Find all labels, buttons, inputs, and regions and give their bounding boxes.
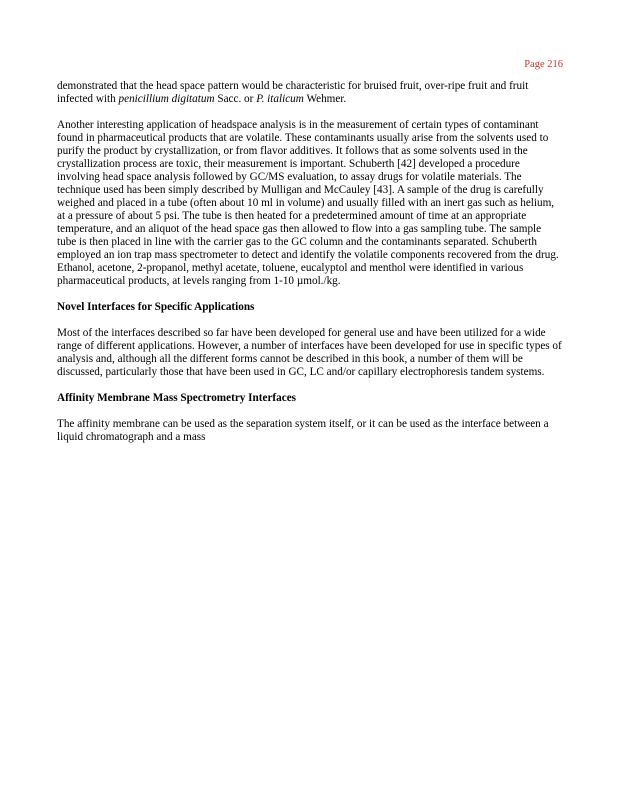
paragraph-pharmaceutical-headspace: Another interesting application of headspace analysis is in the measurement of certain types of contaminant found in pharmaceutical products that are volatile. These contaminants usually arise from the solvents used to purify the product by crystallization, or from flavor additives. It follows that as some solvents used in the crystallization process are toxic, their measurement is important. Schuberth [42] developed a procedure involving head space analysis followed by GC/MS evaluation, to assay drugs for volatile materials. The technique used has been simply described by Mulligan and McCauley [43]. A sample of the drug is carefully weighed and placed in a tube (often about 10 ml in volume) and usually filled with an inert gas such as helium, at a pressure of about 5 psi. The tube is then heated for a predetermined amount of time at an appropriate temperature, and an aliquot of the head space gas then allowed to flow into a gas sampling tube. The sample tube is then placed in line with the carrier gas to the GC column and the contaminants separated. Schuberth employed an ion trap mass spectrometer to detect and identify the volatile components recovered from the drug. Ethanol, acetone, 2-propanol, methyl acetate, toluene, eucalyptol and menthol were identified in various pharmaceutical products, at levels ranging from 1-10 µmol./kg. bbox=[57, 119, 559, 287]
paragraph-text: Wehmer. bbox=[303, 93, 347, 105]
section-heading-affinity-membrane: Affinity Membrane Mass Spectrometry Interfaces bbox=[57, 392, 297, 404]
page-content bbox=[57, 80, 563, 457]
species-name-italic: P. italicum bbox=[256, 93, 304, 105]
page-number: Page 216 bbox=[524, 59, 563, 70]
section-heading-novel-interfaces: Novel Interfaces for Specific Applications bbox=[57, 301, 255, 313]
paragraph-affinity-membrane: The affinity membrane can be used as the separation system itself, or it can be used as the interface between a liquid chromatograph and a mass bbox=[57, 418, 549, 443]
paragraph-novel-interfaces: Most of the interfaces described so far have been developed for general use and have been utilized for a wide range of different applications. However, a number of interfaces have been developed for use in specific types of analysis and, although all the different forms cannot be described in this book, a number of them will be discussed, particularly those that have been used in GC, LC and/or capillary electrophoresis tandem systems. bbox=[57, 327, 562, 378]
species-name-italic: penicillium digitatum bbox=[118, 93, 215, 105]
paragraph-text: Sacc. or bbox=[214, 93, 257, 105]
paragraph-fruit-headspace bbox=[57, 80, 563, 106]
paragraph-text: demonstrated that the head space pattern would be characteristic for bruised fruit, over-ripe fruit and fruit infected with bbox=[57, 80, 529, 105]
